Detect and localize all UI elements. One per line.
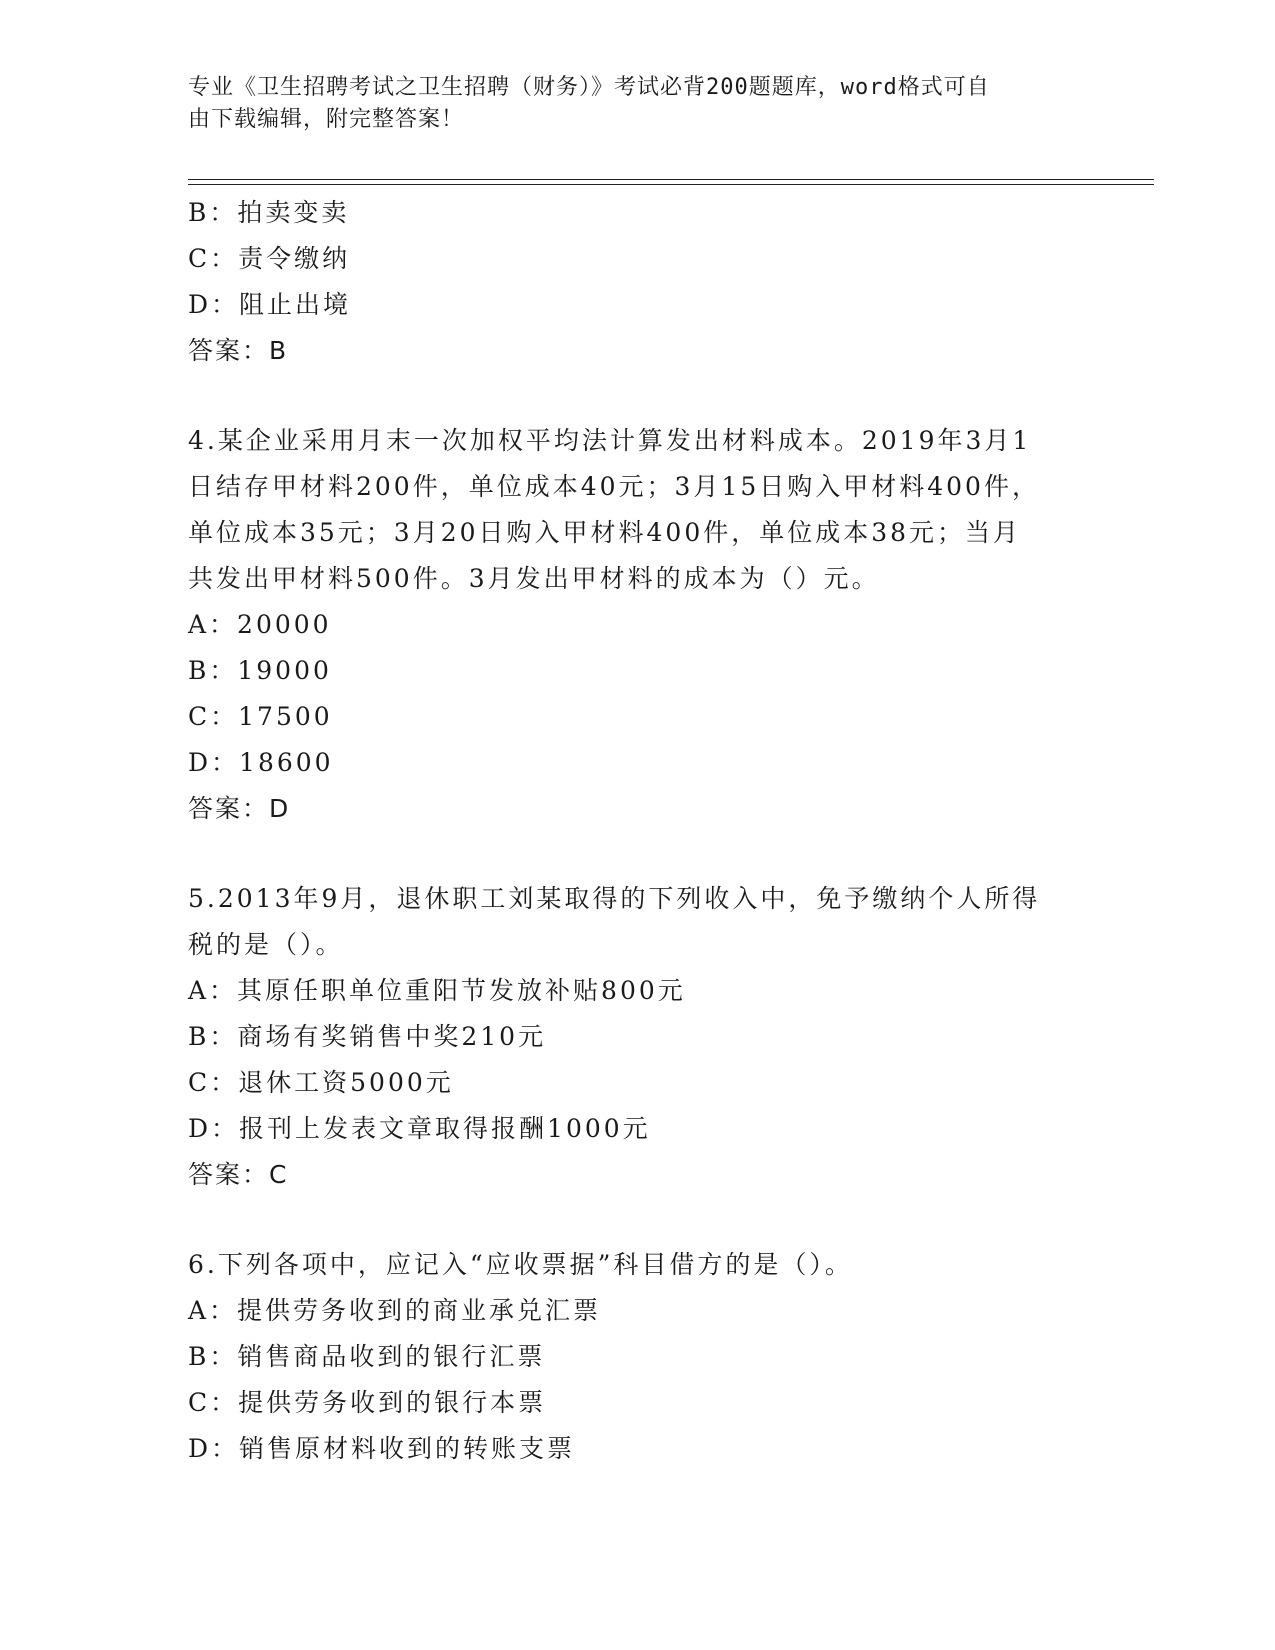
option-d: D：18600: [188, 748, 334, 777]
option-b: B：19000: [188, 656, 332, 685]
question-stem-line: 5.2013年9月，退休职工刘某取得的下列收入中，免予缴纳个人所得: [188, 884, 1041, 913]
header-divider-bottom: [188, 184, 1154, 185]
spacer: [188, 832, 1068, 876]
question-3: [188, 190, 1068, 374]
option-d: D：阻止出境: [188, 290, 352, 319]
answer: 答案：B: [188, 336, 289, 365]
option-a: A：提供劳务收到的商业承兑汇票: [188, 1296, 602, 1325]
question-stem-line: 单位成本35元；3月20日购入甲材料400件，单位成本38元；当月: [188, 518, 1022, 547]
option-c: C：责令缴纳: [188, 244, 351, 273]
question-5: [188, 876, 1068, 1198]
option-b: B：商场有奖销售中奖210元: [188, 1022, 547, 1051]
option-a: A：其原任职单位重阳节发放补贴800元: [188, 976, 686, 1005]
option-d: D：销售原材料收到的转账支票: [188, 1434, 576, 1463]
option-c: C：退休工资5000元: [188, 1068, 454, 1097]
header-line-2: 由下载编辑，附完整答案！: [188, 107, 465, 132]
header-divider-top: [188, 179, 1154, 180]
header-line-1: 专业《卫生招聘考试之卫生招聘（财务）》考试必背200题题库，word格式可自: [188, 75, 990, 100]
spacer: [188, 1198, 1068, 1242]
option-c: C：提供劳务收到的银行本票: [188, 1388, 547, 1417]
option-b: B：拍卖变卖: [188, 198, 350, 227]
question-stem-line: 税的是（）。: [188, 930, 344, 959]
answer: 答案：C: [188, 1160, 289, 1189]
answer: 答案：D: [188, 794, 291, 823]
option-b: B：销售商品收到的银行汇票: [188, 1342, 546, 1371]
option-d: D：报刊上发表文章取得报酬1000元: [188, 1114, 651, 1143]
question-6: [188, 1242, 1068, 1472]
question-stem-line: 日结存甲材料200件，单位成本40元；3月15日购入甲材料400件，: [188, 472, 1040, 501]
question-4: [188, 418, 1068, 832]
spacer: [188, 374, 1068, 418]
question-stem-line: 4.某企业采用月末一次加权平均法计算发出材料成本。2019年3月1: [188, 426, 1032, 455]
question-list: [188, 190, 1068, 1472]
question-stem-line: 共发出甲材料500件。3月发出甲材料的成本为（）元。: [188, 564, 880, 593]
question-stem-line: 6.下列各项中，应记入“应收票据”科目借方的是（）。: [188, 1250, 853, 1279]
option-c: C：17500: [188, 702, 333, 731]
document-header: [188, 72, 1068, 136]
option-a: A：20000: [188, 610, 332, 639]
